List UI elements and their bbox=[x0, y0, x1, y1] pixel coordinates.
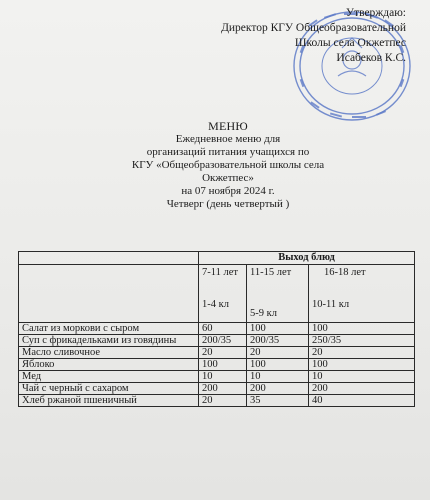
portion-value: 10 bbox=[247, 371, 309, 383]
age-range: 11-15 лет bbox=[250, 267, 292, 278]
dish-name: Хлеб ржаной пшеничный bbox=[19, 395, 199, 407]
table-row bbox=[19, 335, 415, 347]
portion-value: 100 bbox=[247, 359, 309, 371]
menu-heading bbox=[118, 120, 338, 211]
heading-day: Четверг (день четвертый ) bbox=[166, 198, 290, 210]
heading-date: на 07 ноября 2024 г. bbox=[181, 185, 275, 197]
portion-value: 35 bbox=[247, 395, 309, 407]
menu-table bbox=[18, 251, 415, 407]
portion-value: 250/35 bbox=[309, 335, 415, 347]
age-column-header bbox=[247, 265, 309, 323]
dish-name: Яблоко bbox=[19, 359, 199, 371]
grade-range: 10-11 кл bbox=[312, 299, 350, 310]
dish-name: Мед bbox=[19, 371, 199, 383]
grade-range: 1-4 кл bbox=[202, 299, 229, 310]
approval-line-director: Директор КГУ Общеобразовательной bbox=[221, 22, 406, 34]
age-column-header bbox=[199, 265, 247, 323]
approval-line-school: Школы села Окжетпес bbox=[294, 37, 406, 49]
portion-value: 200 bbox=[199, 383, 247, 395]
portion-value: 100 bbox=[309, 323, 415, 335]
approval-line-name: Исабеков К.С. bbox=[336, 52, 406, 64]
portion-value: 200 bbox=[309, 383, 415, 395]
portion-value: 100 bbox=[309, 359, 415, 371]
approval-line-approve: Утверждаю: bbox=[345, 7, 406, 19]
table-row bbox=[19, 395, 415, 407]
portion-value: 200 bbox=[247, 383, 309, 395]
table-row bbox=[19, 347, 415, 359]
table-row bbox=[19, 383, 415, 395]
table-age-header-row bbox=[19, 265, 415, 323]
portion-value: 10 bbox=[199, 371, 247, 383]
table-row bbox=[19, 323, 415, 335]
portion-value: 40 bbox=[309, 395, 415, 407]
heading-line-2: организаций питания учащихся по bbox=[146, 146, 310, 158]
dish-name: Салат из моркови с сыром bbox=[19, 323, 199, 335]
heading-line-1: Ежедневное меню для bbox=[175, 133, 281, 145]
table-row bbox=[19, 359, 415, 371]
approval-block bbox=[221, 6, 406, 66]
page-title: МЕНЮ bbox=[208, 119, 248, 133]
table-group-header-row bbox=[19, 252, 415, 265]
age-range: 7-11 лет bbox=[202, 267, 238, 278]
portion-value: 60 bbox=[199, 323, 247, 335]
portion-value: 10 bbox=[309, 371, 415, 383]
portion-value: 100 bbox=[199, 359, 247, 371]
portion-value: 100 bbox=[247, 323, 309, 335]
heading-line-3: КГУ «Общеобразовательной школы села Окжетпес» bbox=[131, 159, 325, 184]
table-empty-label-cell bbox=[19, 265, 199, 323]
portion-value: 20 bbox=[199, 347, 247, 359]
dish-name: Суп с фрикадельками из говядины bbox=[19, 335, 199, 347]
portion-value: 200/35 bbox=[199, 335, 247, 347]
grade-range: 5-9 кл bbox=[250, 308, 277, 319]
dish-name: Масло сливочное bbox=[19, 347, 199, 359]
portion-value: 200/35 bbox=[247, 335, 309, 347]
table-empty-corner bbox=[19, 252, 199, 265]
portion-value: 20 bbox=[247, 347, 309, 359]
dish-name: Чай с черный с сахаром bbox=[19, 383, 199, 395]
table-group-header: Выход блюд bbox=[199, 252, 415, 265]
portion-value: 20 bbox=[309, 347, 415, 359]
portion-value: 20 bbox=[199, 395, 247, 407]
age-range: 16-18 лет bbox=[324, 267, 366, 278]
age-column-header bbox=[309, 265, 415, 323]
table-row bbox=[19, 371, 415, 383]
